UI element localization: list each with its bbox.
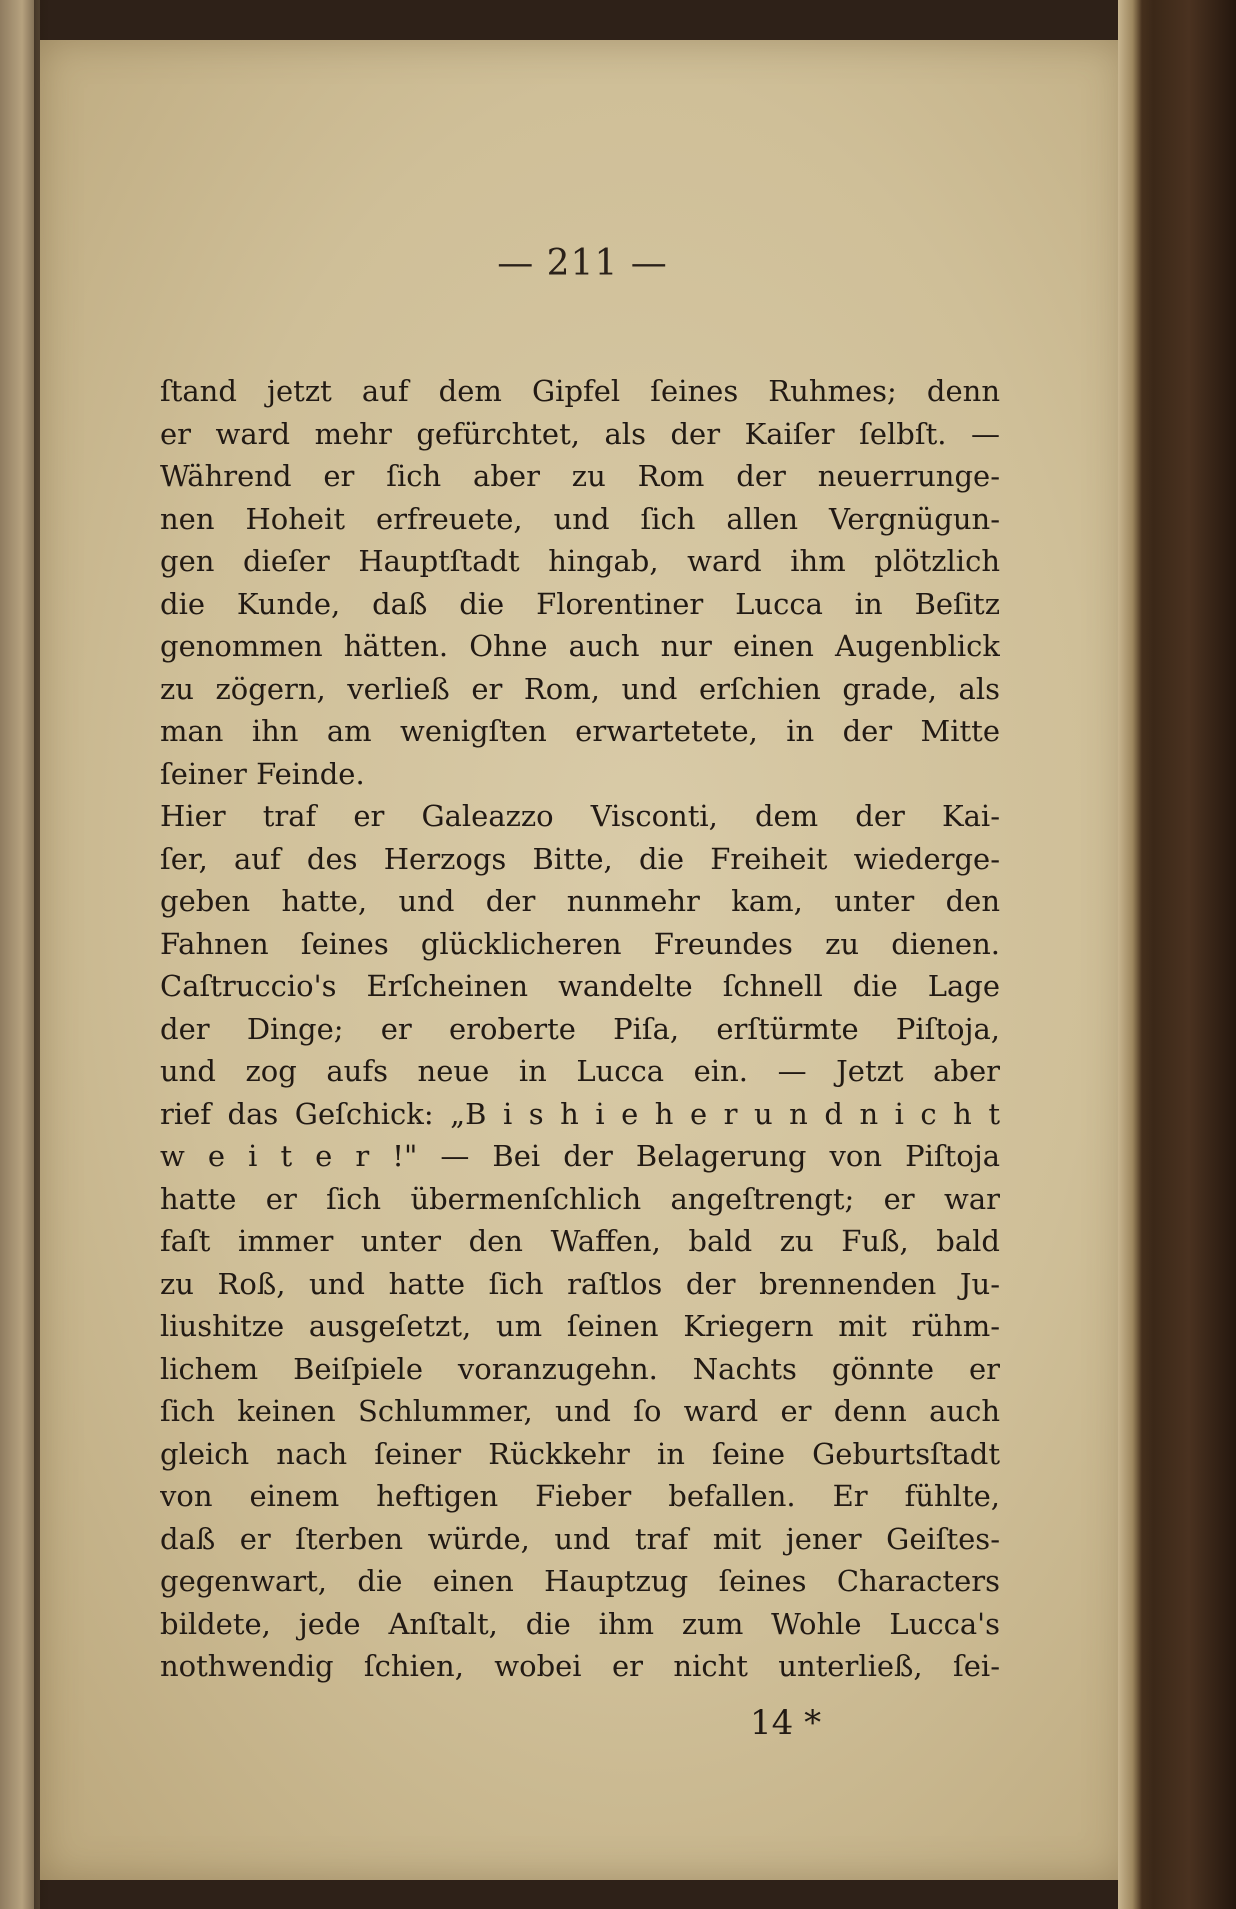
text-line: Während er ſich aber zu Rom der neuerrunge- — [160, 459, 1000, 493]
text-line: lichem Beiſpiele voranzugehn. Nachts gönnte er — [160, 1351, 1000, 1386]
text-line: geben hatte, und der nunmehr kam, unter den — [160, 884, 1000, 918]
text-line: hatte er ſich übermenſchlich angeſtrengt; er war — [160, 1181, 1000, 1216]
text-line: Hier traf er Galeazzo Visconti, dem der Kai- — [160, 799, 1000, 833]
text-line: ſich keinen Schlummer, und ſo ward er denn auch — [160, 1394, 1000, 1428]
text-line: daß er ſterben würde, und traf mit jener Geiſtes- — [160, 1521, 1000, 1556]
page-stack-edge — [1118, 0, 1142, 1909]
text-line: bildete, jede Anſtalt, die ihm zum Wohle Lucca's — [160, 1606, 1000, 1641]
text-line: zu Roß, und hatte ſich raſtlos der brennenden Ju- — [160, 1266, 1000, 1301]
text-line: faſt immer unter den Waffen, bald zu Fuß, bald — [160, 1224, 1000, 1258]
text-line: ſeiner Feinde. — [160, 756, 365, 791]
text-line: ſtand jetzt auf dem Gipfel ſeines Ruhmes; denn — [160, 374, 1000, 408]
text-line: er ward mehr gefürchtet, als der Kaiſer ſelbſt. — — [160, 416, 1000, 451]
text-line: Caſtruccio's Erſcheinen wandelte ſchnell die Lage — [160, 969, 1000, 1003]
text-line: zu zögern, verließ er Rom, und erſchien grade, als — [160, 671, 1000, 706]
text-line: genommen hätten. Ohne auch nur einen Augenblick — [160, 629, 1000, 663]
text-line: man ihn am wenigſten erwartetete, in der Mitte — [160, 714, 1000, 748]
body-text — [160, 370, 1000, 1688]
signature-mark: 14 * — [750, 1703, 822, 1743]
text-line: die Kunde, daß die Florentiner Lucca in Beſitz — [160, 586, 1000, 621]
text-line: gen dieſer Hauptſtadt hingab, ward ihm plötzlich — [160, 544, 1000, 578]
text-line: ſer, auf des Herzogs Bitte, die Freiheit wiederge- — [160, 841, 1000, 876]
text-line: und zog aufs neue in Lucca ein. — Jetzt aber — [160, 1054, 1000, 1088]
text-line: gegenwart, die einen Hauptzug ſeines Characters — [160, 1564, 1000, 1598]
text-line: w e i t e r !" — Bei der Belagerung von Piſtoja — [160, 1139, 1000, 1173]
page-number: — 211 — — [497, 243, 668, 284]
text-line: liushitze ausgeſetzt, um ſeinen Kriegern mit rühm- — [160, 1309, 1000, 1343]
text-line: Fahnen ſeines glücklicheren Freundes zu dienen. — [160, 926, 1000, 961]
text-line: der Dinge; er eroberte Piſa, erſtürmte Piſtoja, — [160, 1011, 1000, 1046]
text-line: gleich nach ſeiner Rückkehr in ſeine Geburtsſtadt — [160, 1436, 1000, 1471]
text-line: nen Hoheit erfreuete, und ſich allen Vergnügun- — [160, 501, 1000, 536]
text-line: von einem heftigen Fieber befallen. Er fühlte, — [160, 1479, 1000, 1513]
text-line: nothwendig ſchien, wobei er nicht unterließ, ſei- — [160, 1649, 1000, 1683]
book-page — [40, 40, 1125, 1880]
text-line: rief das Geſchick: „B i s h i e h e r u n d n i c h t — [160, 1096, 1000, 1131]
